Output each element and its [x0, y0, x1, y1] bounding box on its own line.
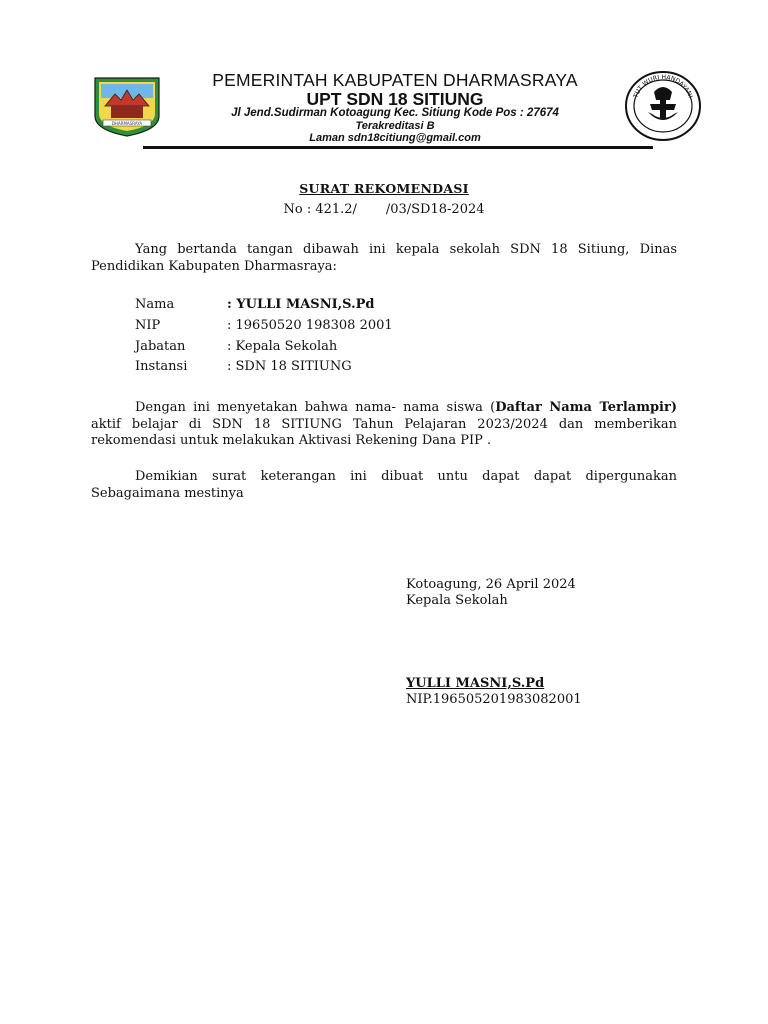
signer-value: : SDN 18 SITIUNG	[227, 359, 352, 374]
statement-text-continued: aktif belajar di SDN 18 SITIUNG Tahun Pelajaran 2023/2024 dan memberikan rekomendasi untuk melakukan Aktivasi Rekening Dana PIP .	[91, 416, 677, 448]
attachment-reference: Daftar Nama Terlampir)	[495, 400, 677, 415]
signer-value: : 19650520 198308 2001	[227, 318, 393, 333]
signer-label: Instansi	[135, 359, 188, 374]
regency-emblem-logo	[91, 76, 163, 138]
signer-row-nip	[135, 318, 393, 334]
government-name: PEMERINTAH KABUPATEN DHARMASRAYA	[212, 70, 578, 90]
signer-row-institution	[135, 359, 352, 375]
left-logo-caption: DHARMASRAYA	[111, 121, 143, 126]
signer-label: Jabatan	[135, 339, 186, 354]
school-address: Jl Jend.Sudirman Kotoagung Kec. Sitiung Kode Pos : 27674	[231, 107, 559, 119]
letterhead-divider	[143, 146, 653, 149]
school-name: UPT SDN 18 SITIUNG	[306, 89, 484, 109]
signature-name: YULLI MASNI,S.Pd	[406, 676, 545, 691]
right-logo-caption: TUT WURI HANDAYANI	[632, 73, 694, 99]
letter-title: SURAT REKOMENDASI	[299, 181, 469, 196]
accreditation-status: Terakreditasi B	[355, 120, 435, 132]
tut-wuri-handayani-logo	[624, 70, 702, 142]
signer-row-position	[135, 339, 337, 355]
signer-label: NIP	[135, 318, 161, 333]
signer-row-name	[135, 297, 375, 313]
statement-paragraph	[91, 400, 677, 450]
school-website: Laman sdn18citiung@gmail.com	[309, 132, 481, 144]
signer-value: : YULLI MASNI,S.Pd	[227, 297, 375, 312]
signature-position: Kepala Sekolah	[406, 593, 508, 608]
opening-paragraph: Yang bertanda tangan dibawah ini kepala sekolah SDN 18 Sitiung, Dinas Pendidikan Kabupaten Dharmasraya:	[91, 242, 677, 274]
closing-paragraph: Demikian surat keterangan ini dibuat untu dapat dapat dipergunakan Sebagaimana mestinya	[91, 469, 677, 501]
signer-label: Nama	[135, 297, 175, 312]
signer-value: : Kepala Sekolah	[227, 339, 338, 354]
letter-number: No : 421.2/ /03/SD18-2024	[283, 202, 485, 217]
signature-nip: NIP.196505201983082001	[406, 692, 582, 707]
statement-text: Dengan ini menyetakan bahwa nama- nama siswa (	[135, 400, 496, 415]
signature-place-date: Kotoagung, 26 April 2024	[406, 577, 576, 592]
